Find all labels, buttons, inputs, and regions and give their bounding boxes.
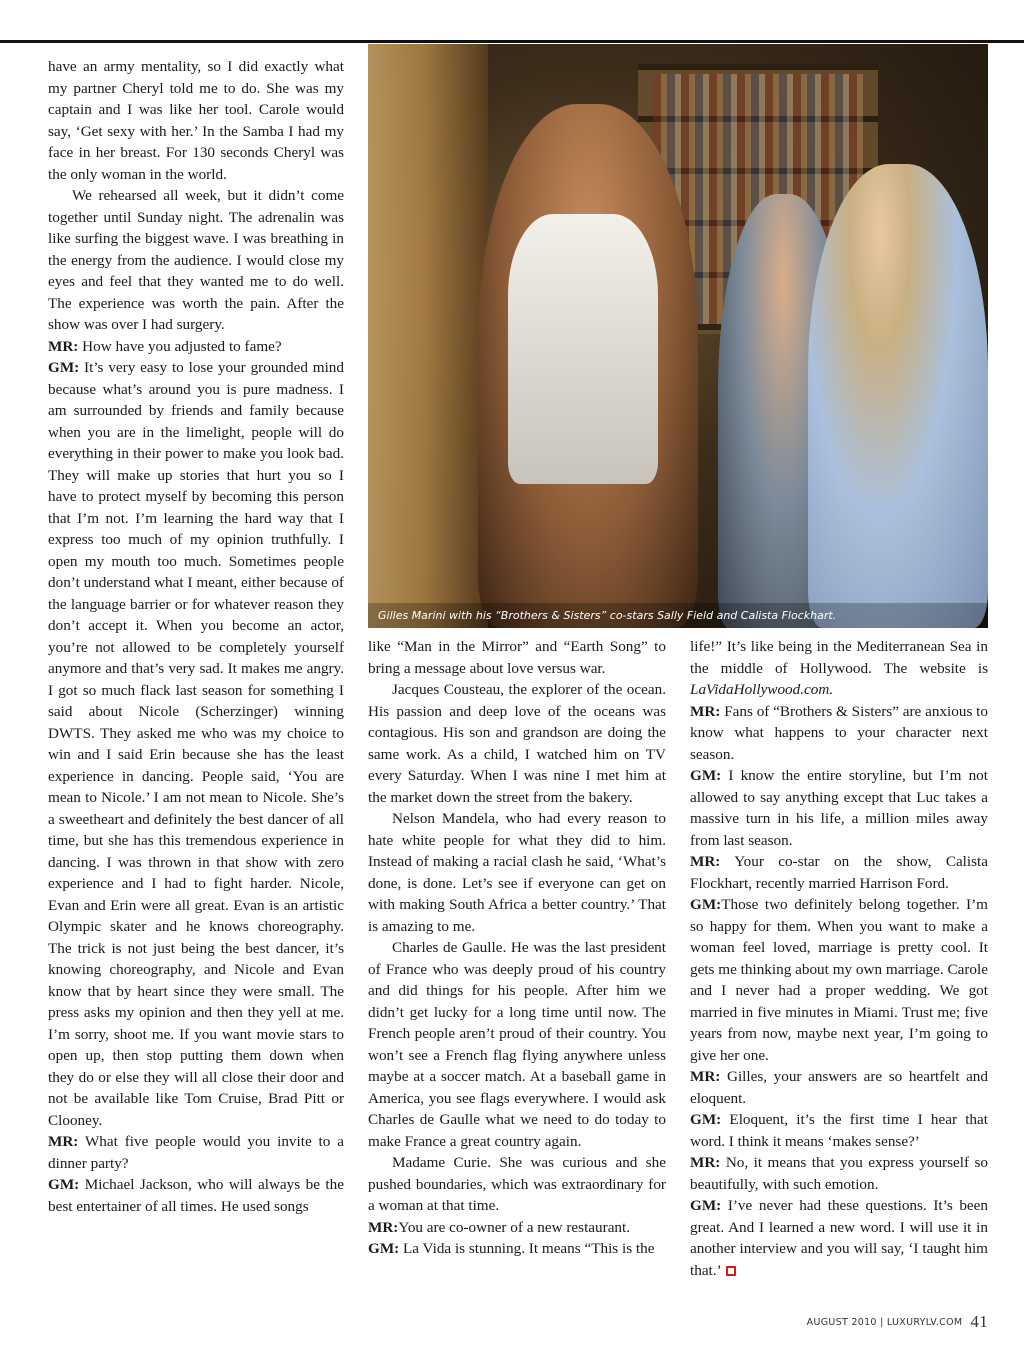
qa-text: La Vida is stunning. It means “This is the	[399, 1240, 655, 1257]
qa-paragraph	[690, 1109, 988, 1152]
paragraph	[690, 636, 988, 701]
paragraph: have an army mentality, so I did exactly what my partner Cheryl told me to do. She was my captain and I was like her tool. Carole would say, ‘Get sexy with her.’ In the Samba I had my face in her breast. For 130 seconds Cheryl was the only woman in the world.	[48, 58, 344, 183]
qa-text: Those two definitely belong together. I’m so happy for them. When you want to make a woman feel loved, marriage is pretty cool. It gets me thinking about my own marriage. Carole and I never had a proper wedding. We got married in five minutes in Miami. Trust me; five years from now, maybe next year, I’m going to give her one.	[690, 896, 988, 1064]
photo-figure-woman-2	[808, 164, 988, 628]
qa-text: Fans of “Brothers & Sisters” are anxious to know what happens to your character next season.	[690, 702, 988, 763]
qa-text: I know the entire storyline, but I’m not allowed to say anything except that Luc takes a massive turn in his life, a million miles away from last season.	[690, 767, 988, 849]
speaker-label: GM:	[48, 1176, 80, 1193]
end-of-article-icon	[726, 1266, 736, 1276]
qa-paragraph	[48, 357, 344, 1131]
qa-paragraph	[690, 701, 988, 766]
qa-text: Michael Jackson, who will always be the best entertainer of all times. He used songs	[48, 1176, 344, 1215]
photo-tank-top	[508, 214, 658, 484]
speaker-label: MR:	[690, 853, 721, 870]
top-rule	[0, 40, 1024, 43]
page-number: 41	[970, 1312, 988, 1331]
qa-text: Your co-star on the show, Calista Flockhart, recently married Harrison Ford.	[690, 853, 988, 892]
qa-text: It’s very easy to lose your grounded mind because what’s around you is pure madness. I am surrounded by friends and family because when you are in the limelight, people will do everything in their power to make you look bad. They will make up stories that hurt you so I have to protect myself by becoming this person that I’m not. I’m learning the hard way that I express too much of my opinion truthfully. I open my mouth too much. Sometimes people don’t understand what I meant, either because of the language barrier or for whatever reason they don’t accept it. When you become an actor, you’re not allowed to be completely yourself anymore and that’s very sad. It makes me angry. I got so much flack last season for something I said about Nicole (Scherzinger) winning DWTS. They asked me who was my choice to win and I said Erin because she has the least experience in dancing. People said, ‘You are mean to Nicole.’ I am not mean to Nicole. She’s a sweetheart and definitely the best dancer of all time, but she has this tremendous experience in dancing. I was thrown in that show with zero experience and I had to fight harder. Nicole, Evan and Erin were all great. Evan is an artistic Olympic skater and he knows choreography. The trick is not just being the best dancer, it’s knowing choreography, and Nicole and Evan know that by heart since they were small. The press asks my opinion and then they yell at me. I’m sorry, shoot me. If you want movie stars to open up, then stop putting them down when they do or else they will all close their door and not be available like Tom Cruise, Brad Pitt or Clooney.	[48, 359, 344, 1129]
paragraph: Charles de Gaulle. He was the last president of France who was deeply proud of his country and did things for his people. After him we didn’t get lucky for a long time until now. The French people aren’t proud of their country. You won’t see a French flag flying anywhere unless maybe at a soccer match. At a baseball game in America, you see flags everywhere. I would ask Charles de Gaulle what we need to do today to make France a great country again.	[368, 939, 666, 1150]
speaker-label: GM:	[368, 1240, 400, 1257]
paragraph: Madame Curie. She was curious and she pushed boundaries, which was extraordinary for a woman at that time.	[368, 1154, 666, 1214]
qa-paragraph	[48, 336, 344, 358]
speaker-label: MR:	[690, 1154, 721, 1171]
issue-info: AUGUST 2010 | LUXURYLV.COM	[806, 1317, 963, 1328]
speaker-label: GM:	[690, 1197, 722, 1214]
qa-paragraph	[48, 1131, 344, 1174]
qa-paragraph	[368, 1217, 666, 1239]
qa-paragraph	[690, 1066, 988, 1109]
qa-paragraph	[690, 1195, 988, 1281]
qa-paragraph	[690, 1152, 988, 1195]
qa-text: How have you adjusted to fame?	[78, 337, 282, 355]
speaker-label: GM:	[690, 896, 722, 913]
qa-text: Gilles, your answers are so heartfelt and eloquent.	[690, 1068, 988, 1107]
article-column-2	[368, 636, 666, 1260]
qa-paragraph	[690, 894, 988, 1066]
paragraph: We rehearsed all week, but it didn’t come together until Sunday night. The adrenalin was like surfing the biggest wave. I was breathing in the energy from the audience. I would close my eyes and feel that they wanted me to do well. The experience was worth the pain. After the show was over I had surgery.	[48, 187, 344, 333]
speaker-label: GM:	[690, 767, 722, 784]
page-footer	[807, 1312, 988, 1332]
speaker-label: MR:	[48, 1133, 79, 1150]
paragraph: Jacques Cousteau, the explorer of the ocean. His passion and deep love of the oceans was contagious. His son and grandson are doing the same work. As a child, I watched him on TV every Saturday. When I was nine I met him at the market down the street from the bakery.	[368, 681, 666, 806]
speaker-label: MR:	[368, 1218, 399, 1236]
qa-paragraph	[690, 851, 988, 894]
paragraph-text: life!” It’s like being in the Mediterranean Sea in the middle of Hollywood. The website is	[690, 638, 988, 677]
qa-text: No, it means that you express yourself so beautifully, with such emotion.	[690, 1154, 988, 1193]
qa-text: You are co-owner of a new restaurant.	[398, 1218, 631, 1236]
article-column-1	[48, 56, 344, 1217]
speaker-label: MR:	[690, 1068, 721, 1085]
speaker-label: GM:	[690, 1111, 722, 1128]
speaker-label: MR:	[48, 337, 79, 355]
speaker-label: GM:	[48, 359, 80, 376]
website-link[interactable]: LaVidaHollywood.com.	[690, 681, 834, 698]
qa-text: I’ve never had these questions. It’s been great. And I learned a new word. I will use it in another interview and you will say, ‘I taught him that.’	[690, 1197, 988, 1279]
article-photo	[368, 44, 988, 628]
speaker-label: MR:	[690, 702, 721, 720]
qa-paragraph	[48, 1174, 344, 1217]
qa-text: What five people would you invite to a dinner party?	[48, 1133, 344, 1172]
paragraph: Nelson Mandela, who had every reason to hate white people for what they did to him. Instead of making a racial clash he said, ‘What’s done, is done. Let’s see if everyone can get on with making South Africa a better country.’ That is amazing to me.	[368, 810, 666, 935]
paragraph: like “Man in the Mirror” and “Earth Song” to bring a message about love versus war.	[368, 638, 666, 677]
article-column-3	[690, 636, 988, 1281]
photo-caption: Gilles Marini with his “Brothers & Sisters” co-stars Sally Field and Calista Flockhart.	[368, 603, 988, 628]
qa-text: Eloquent, it’s the first time I hear that word. I think it means ‘makes sense?’	[690, 1111, 988, 1150]
qa-paragraph	[690, 765, 988, 851]
photo-archway	[368, 44, 488, 628]
qa-paragraph	[368, 1238, 666, 1260]
